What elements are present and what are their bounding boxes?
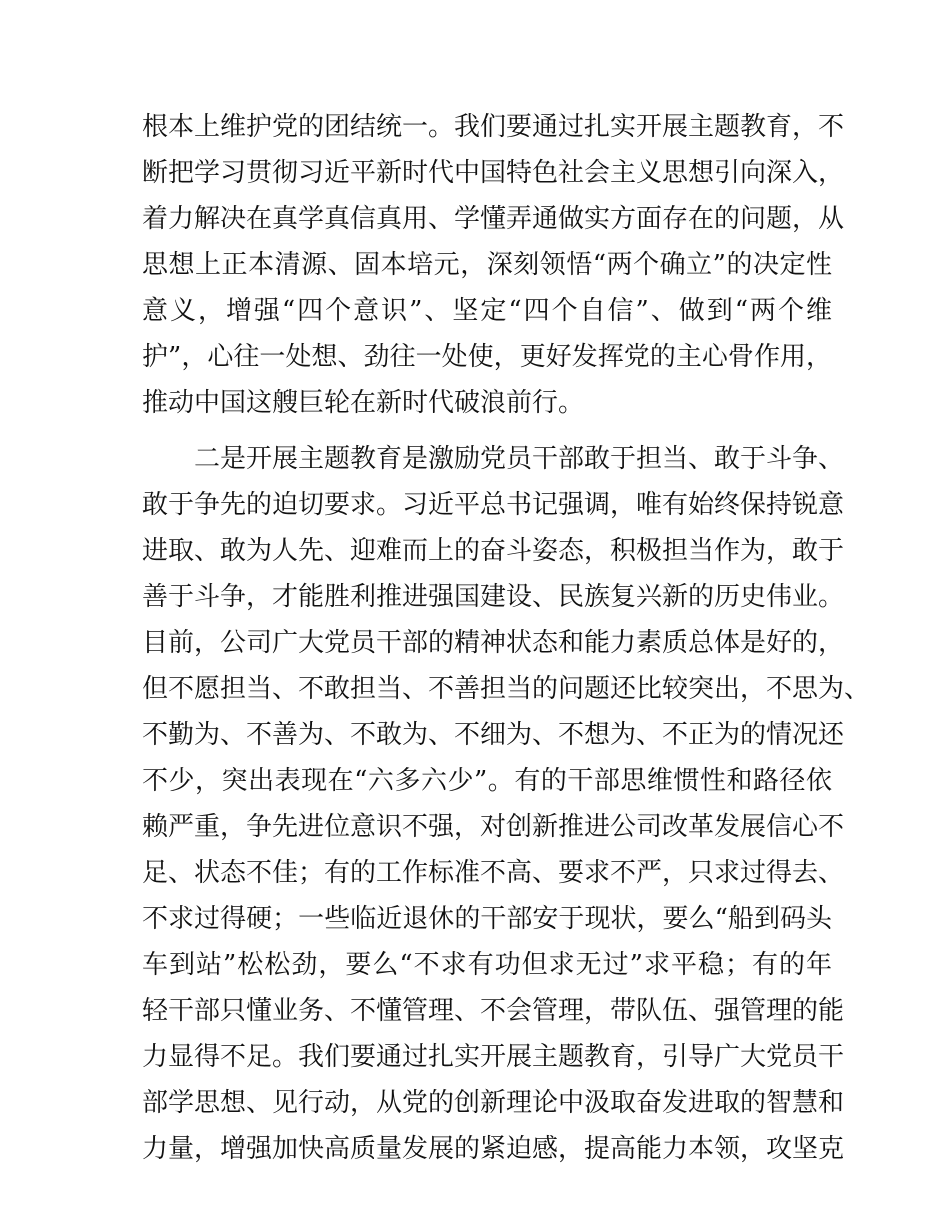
document-body — [142, 104, 871, 1172]
paragraph-1 — [142, 104, 845, 426]
text-line: 轻干部只懂业务、不懂管理、不会管理，带队伍、强管理的能 — [142, 996, 845, 1026]
text-line: 护”，心往一处想、劲往一处使，更好发挥党的主心骨作用， — [142, 342, 832, 372]
text-line: 部学思想、见行动，从党的创新理论中汲取奋发进取的智慧和 — [142, 1088, 845, 1118]
text-line: 不求过得硬；一些临近退休的干部安于现状，要么“船到码头 — [142, 904, 832, 934]
text-line: 根本上维护党的团结统一。我们要通过扎实开展主题教育，不 — [142, 112, 845, 142]
text-line: 推动中国这艘巨轮在新时代破浪前行。 — [142, 388, 585, 418]
text-line: 赖严重，争先进位意识不强，对创新推进公司改革发展信心不 — [142, 812, 845, 842]
text-line: 意义，增强“四个意识”、坚定“四个自信”、做到“两个维 — [142, 296, 832, 326]
text-line: 力量，增强加快高质量发展的紧迫感，提高能力本领，攻坚克 — [142, 1134, 845, 1164]
text-line: 但不愿担当、不敢担当、不善担当的问题还比较突出，不思为、 — [142, 674, 871, 704]
text-line: 着力解决在真学真信真用、学懂弄通做实方面存在的问题，从 — [142, 204, 845, 234]
text-line: 目前，公司广大党员干部的精神状态和能力素质总体是好的， — [142, 628, 845, 658]
text-line: 善于斗争，才能胜利推进强国建设、民族复兴新的历史伟业。 — [142, 582, 845, 612]
text-line: 力显得不足。我们要通过扎实开展主题教育，引导广大党员干 — [142, 1042, 845, 1072]
text-line: 足、状态不佳；有的工作标准不高、要求不严，只求过得去、 — [142, 858, 845, 888]
text-line: 进取、敢为人先、迎难而上的奋斗姿态，积极担当作为，敢于 — [142, 536, 845, 566]
paragraph-2 — [142, 436, 871, 1172]
text-line: 思想上正本清源、固本培元，深刻领悟“两个确立”的决定性 — [142, 250, 832, 280]
text-line: 车到站”松松劲，要么“不求有功但求无过”求平稳；有的年 — [142, 950, 832, 980]
text-line: 断把学习贯彻习近平新时代中国特色社会主义思想引向深入， — [142, 158, 845, 188]
text-line: 二是开展主题教育是激励党员干部敢于担当、敢于斗争、 — [194, 444, 845, 474]
text-line: 不少，突出表现在“六多六少”。有的干部思维惯性和路径依 — [142, 766, 832, 796]
text-line: 敢于争先的迫切要求。习近平总书记强调，唯有始终保持锐意 — [142, 490, 845, 520]
text-line: 不勤为、不善为、不敢为、不细为、不想为、不正为的情况还 — [142, 720, 845, 750]
